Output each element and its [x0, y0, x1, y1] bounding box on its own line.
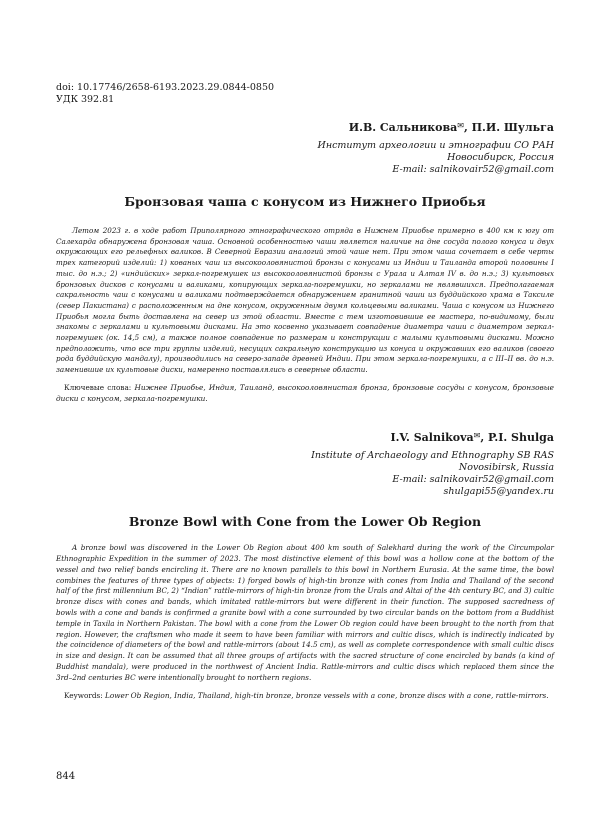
keywords-en [56, 691, 554, 702]
city-ru: Новосибирск, Россия [447, 152, 554, 163]
author-2-ru: , П.И. Шульга [463, 121, 554, 134]
title-ru: Бронзовая чаша с конусом из Нижнего Приобья [124, 194, 486, 209]
city-en: Novosibirsk, Russia [458, 462, 554, 474]
affiliation-en [56, 450, 554, 498]
udk: УДК 392.81 [56, 94, 115, 105]
keywords-text-en: Lower Ob Region, India, Thailand, high-tin bronze, bronze vessels with a cone, bronze discs with a cone, rattle-mirrors. [105, 690, 549, 700]
email-ru: E-mail: salnikovair52@gmail.com [392, 164, 554, 175]
doi: doi: 10.17746/2658-6193.2023.29.0844-0850 [56, 82, 275, 93]
affiliation-ru [56, 140, 554, 176]
abstract-en: A bronze bowl was discovered in the Lower Ob Region about 400 km south of Salekhard during the work of the Circumpolar Ethnographic Expedition in the summer of 2023. The most distinctive element of this bowl was a hollow cone at the bottom of the vessel and two relief bands encircling it. There are no known parallels to this bowl in Northern Eurasia. At the same time, the bowl combines the features of three types of objects: 1) forged bowls of high-tin bronze with cones from India and Thailand of the second half of the first millennium BC, 2) “Indian” rattle-mirrors of high-tin bronze from the Urals and Altai of the 4th century BC, and 3) cultic bronze discs with cones and bands, which imitated rattle-mirrors but were different in their function. The supposed sacredness of bowls with a cone and bands is confirmed a granite bowl with a cone surrounded by two circular bands on the bottom from a Buddhist temple in Taxila in Northern Pakistan. The bowl with a cone from the Lower Ob region could have been brought to the north from that region. However, the craftsmen who made it seem to have been familiar with mirrors and cultic discs, which is indirectly indicated by the coincidence of diameters of the bowl and rattle-mirrors (about 14.5 cm), as well as complete correspondence with small cultic discs in size and design. It can be assumed that all three groups of artifacts with the sacred structure of cone encircled by bands (a kind of Buddhist mandala), were produced in the northwest of Ancient India. Rattle-mirrors and cultic discs which replaced them since the 3rd–2nd centuries BC were intentionally brought to northern regions. [56, 543, 554, 682]
title-en: Bronze Bowl with Cone from the Lower Ob Region [128, 514, 482, 530]
author-1-en: I.V. Salnikova [390, 431, 474, 445]
envelope-icon: ✉ [473, 431, 481, 441]
envelope-icon: ✉ [457, 121, 464, 130]
page-number: 844 [56, 771, 76, 782]
email-en: E-mail: salnikovair52@gmail.com [392, 474, 554, 486]
keywords-label-en: Keywords: [64, 690, 106, 700]
keywords-label-ru: Ключевые слова: [64, 382, 135, 392]
keywords-ru [56, 383, 554, 404]
author-1-ru: И.В. Сальникова [348, 121, 458, 134]
institute-ru: Институт археологии и этнографии СО РАН [317, 140, 554, 151]
author-2-en: , P.I. Shulga [480, 431, 554, 445]
institute-en: Institute of Archaeology and Ethnography SB RAS [311, 450, 554, 462]
authors-en [56, 431, 554, 444]
authors-ru [56, 121, 554, 134]
article-page [56, 82, 554, 701]
email2-en: shulgapi55@yandex.ru [443, 486, 554, 498]
abstract-ru: Летом 2023 г. в ходе работ Приполярного этнографического отряда в Нижнем Приобье примерно в 400 км к югу от Салехарда обнаружена бронзовая чаша. Основной особенностью чаши является наличие на дне сосуда полого конуса и двух окружающих его рельефных валиков. В Северной Евразии аналогий этой чаше нет. При этом чаша сочетает в себе черты трех категорий изделий: 1) кованых чаш из высокооловянистой бронзы с конусами из Индии и Таиланда второй половины I тыс. до н.э.; 2) «индийских» зеркал-погремушек из высокооловянистой бронзы с Урала и Алтая IV в. до н.э.; 3) культовых бронзовых дисков с конусами и валиками, копирующих зеркала-погремушки, но зеркалами не являвшихся. Предполагаемая сакральность чаш с конусами и валиками подтверждается обнаружением гранитной чаши из буддийского храма в Таксиле (север Пакистана) с расположенным на дне конусом, окруженным двумя кольцевыми валиками. Чаша с конусом из Нижнего Приобья могла быть доставлена на север из этой области. Вместе с тем изготовившие ее мастера, по-видимому, были знакомы с зеркалами и культовыми дисками. На это косвенно указывает совпадение диаметра чаши с диаметром зеркал-погремушек (ок. 14,5 см), а также полное совпадение по размерам и конструкции с малыми культовыми дисками. Можно предположить, что все три группы изделий, несущих сакральную конструкцию из конуса и окружавших его валиков (своего рода буддийскую мандалу), производились на северо-западе древней Индии. При этом зеркала-погремушки, а с III–II вв. до н.э. заменившие их культовые диски, намеренно поставлялись в северные области. [56, 226, 554, 375]
keywords-text-ru: Нижнее Приобье, Индия, Таиланд, высокооловянистая бронза, бронзовые сосуды с конусом, бронзовые диски с конусом, зеркала-погремушки. [56, 382, 554, 403]
